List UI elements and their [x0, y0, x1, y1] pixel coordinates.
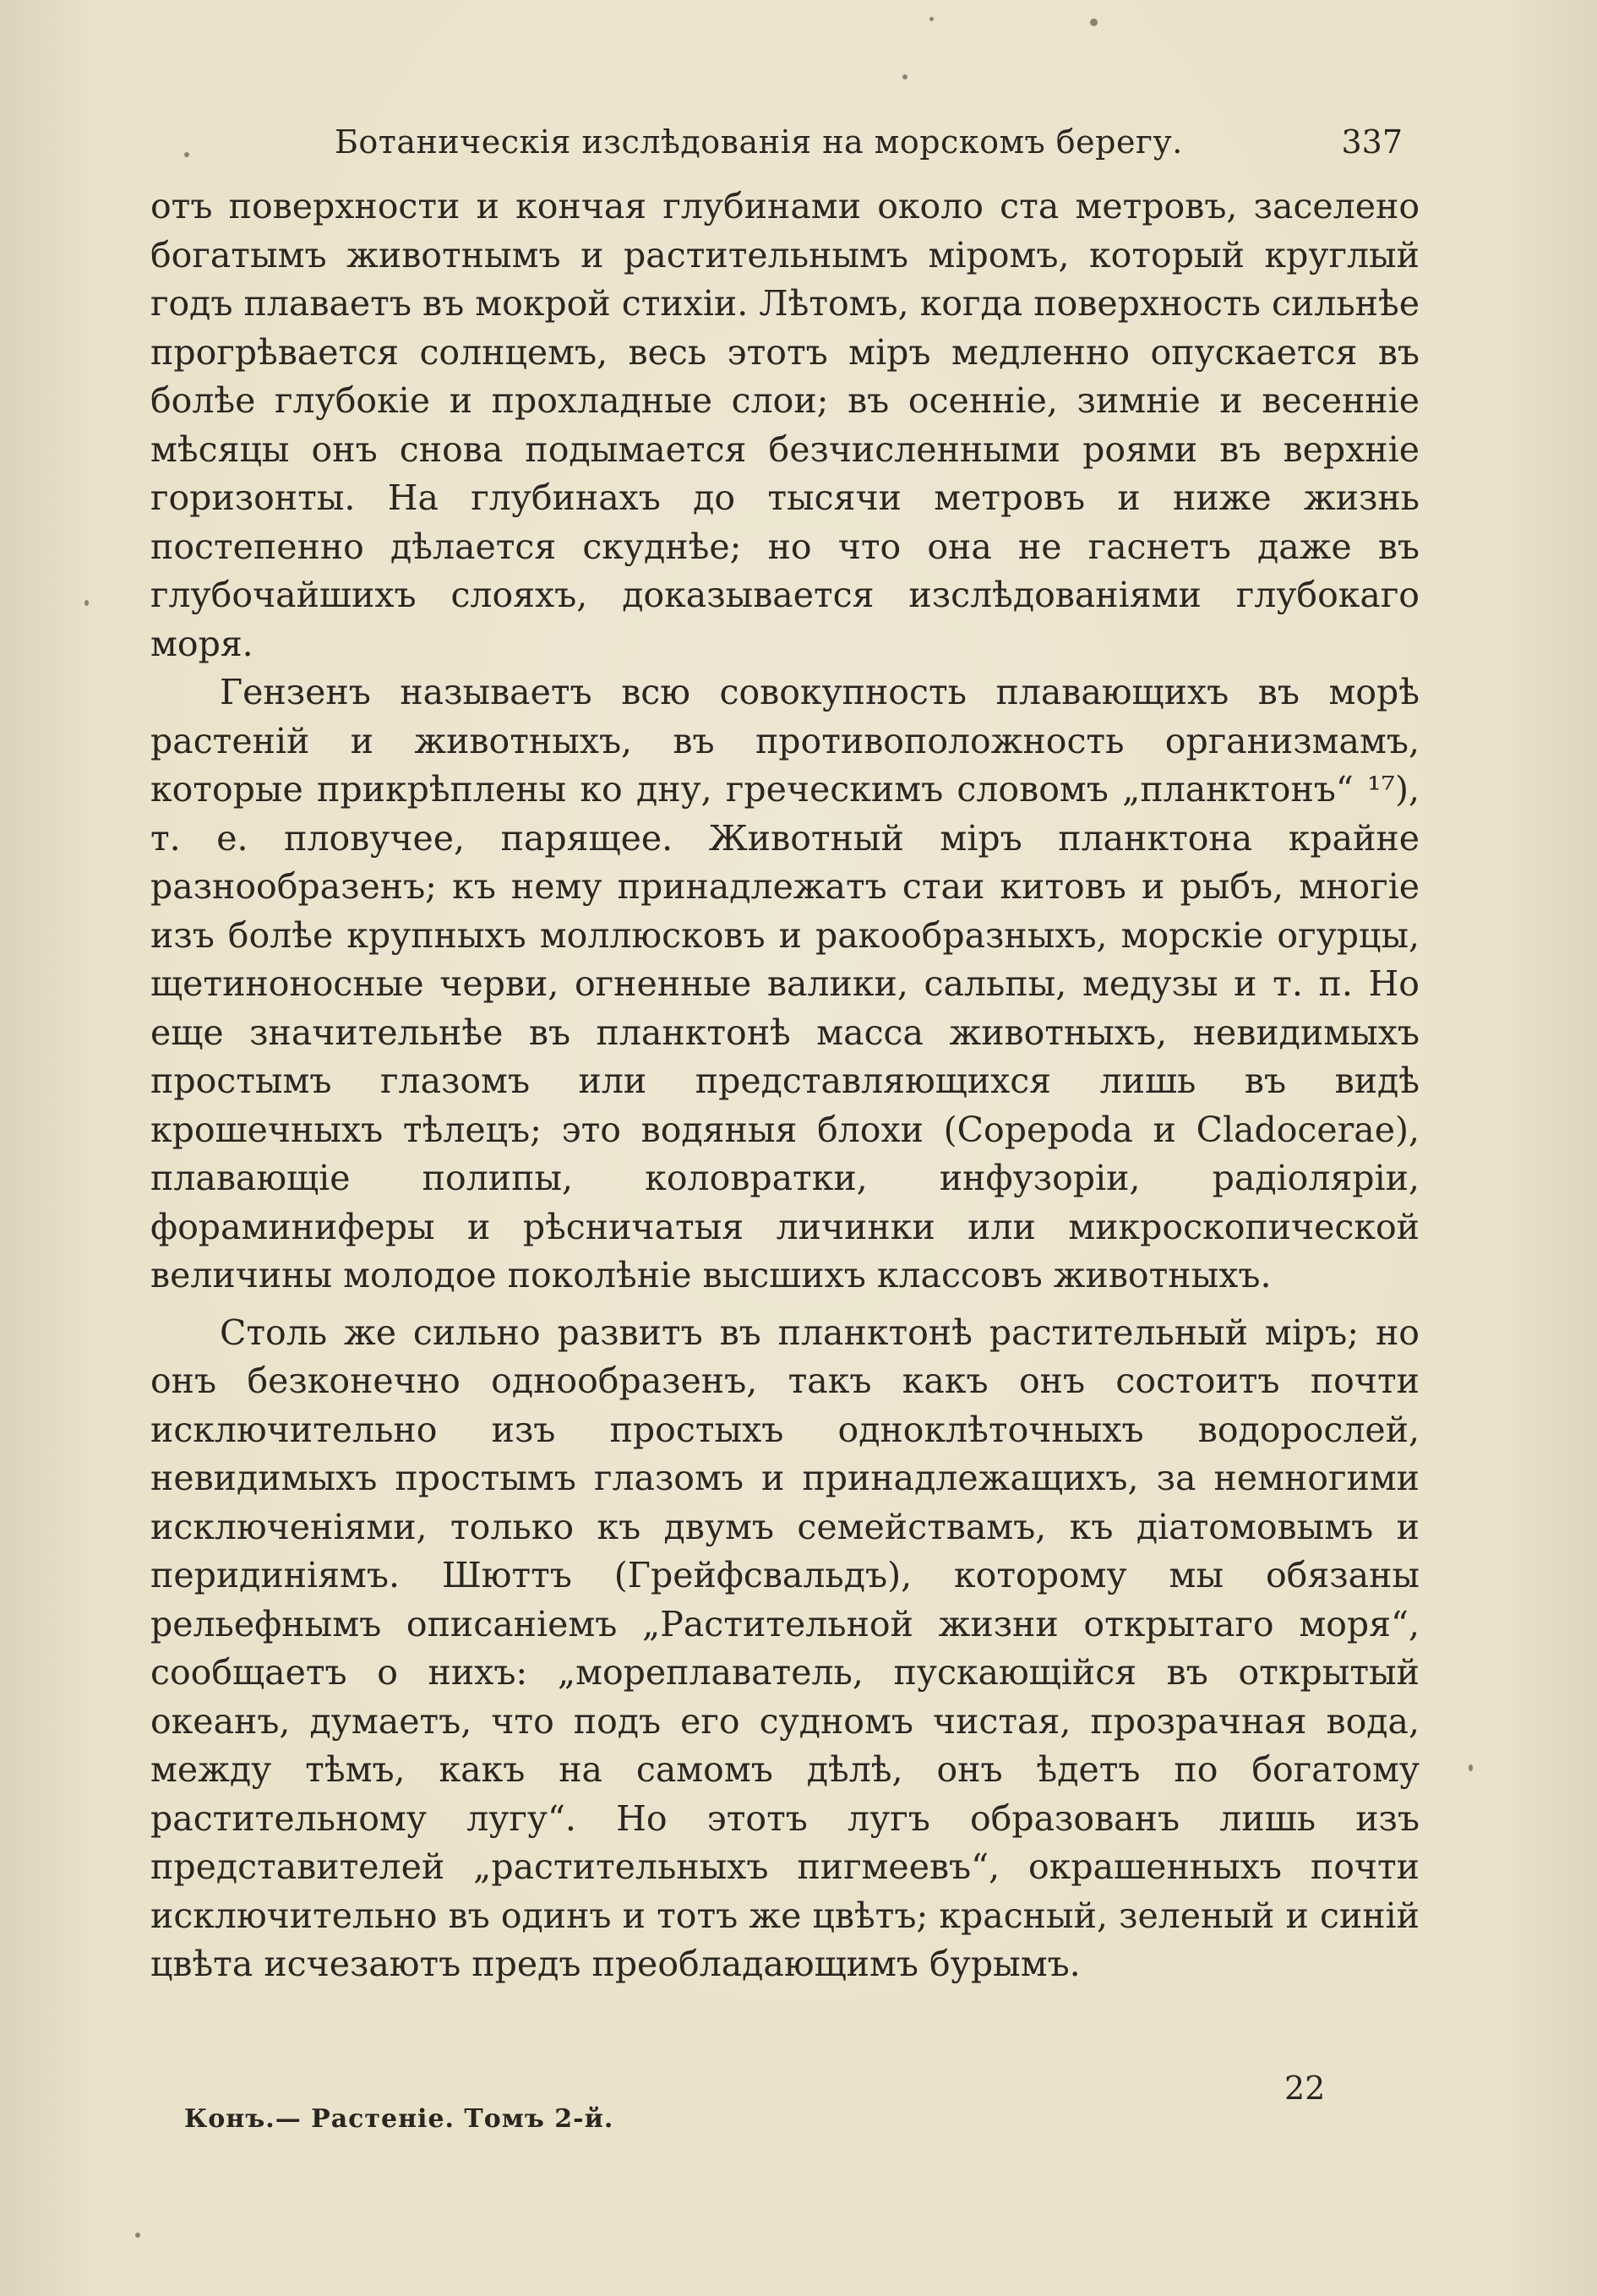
paragraph-plant-world: Столь же сильно развитъ въ планктонѣ растительный міръ; но онъ безконечно однообразенъ, такъ какъ онъ состоитъ почти исключительно изъ простыхъ одноклѣточныхъ водорослей, невидимыхъ простымъ глазомъ и принадлежащихъ, за немногими исключеніями, только къ двумъ семействамъ, къ діатомовымъ и перидиніямъ. Шюттъ (Грейфсвальдъ), которому мы обязаны рельефнымъ описаніемъ „Растительной жизни открытаго моря“, сообщаетъ о нихъ: „мореплаватель, пускающійся въ открытый океанъ, думаетъ, что подъ его судномъ чистая, прозрачная вода, между тѣмъ, какъ на самомъ дѣлѣ, онъ ѣдетъ по богатому растительному лугу“. Но этотъ лугъ образованъ лишь изъ представителей „растительныхъ пигмеевъ“, окрашенныхъ почти исключительно въ одинъ и тотъ же цвѣтъ; красный, зеленый и синій цвѣта исчезаютъ предъ преобладающимъ бурымъ.	[150, 1312, 1420, 1984]
paper-speck	[902, 74, 908, 79]
paragraph-plankton-definition: Гензенъ называетъ всю совокупность плавающихъ въ морѣ растеній и животныхъ, въ противоположность организмамъ, которые прикрѣплены ко дну, греческимъ словомъ „планктонъ“ ¹⁷), т. е. пловучее, парящее. Животный міръ планктона крайне разнообразенъ; къ нему принадлежатъ стаи китовъ и рыбъ, многіе изъ болѣе крупныхъ моллюсковъ и ракообразныхъ, морскіе огурцы, щетиноносные черви, огненные валики, сальпы, медузы и т. п. Но еще значительнѣе въ планктонѣ масса животныхъ, невидимыхъ простымъ глазомъ или представляющихся лишь въ видѣ крошечныхъ тѣлецъ; это водяныя блохи (Copepoda и Cladocerae), плавающіе полипы, коловратки, инфузоріи, радіоляріи, фораминиферы и рѣсничатыя личинки или микроскопической величины молодое поколѣніе высшихъ классовъ животныхъ.	[150, 672, 1420, 1295]
paper-speck	[135, 2233, 140, 2238]
paper-speck	[1090, 19, 1098, 26]
signature-line: Конъ.— Растеніе. Томъ 2-й.	[184, 2104, 614, 2134]
running-head	[150, 117, 1420, 167]
paper-speck	[929, 17, 934, 21]
signature-number: 22	[1284, 2070, 1326, 2107]
running-title: Ботаническія изслѣдованія на морскомъ берегу.	[335, 123, 1183, 161]
paper-speck	[1469, 1764, 1473, 1771]
paper-speck	[184, 152, 189, 157]
page-number: 337	[1341, 123, 1403, 161]
body-text	[150, 183, 1420, 1989]
paper-speck	[84, 600, 89, 606]
paragraph-continuation: отъ поверхности и кончая глубинами около ста метровъ, заселено богатымъ животнымъ и растительнымъ міромъ, который круглый годъ плаваетъ въ мокрой стихіи. Лѣтомъ, когда поверхность сильнѣе прогрѣвается солнцемъ, весь этотъ міръ медленно опускается въ болѣе глубокіе и прохладные слои; въ осенніе, зимніе и весенніе мѣсяцы онъ снова подымается безчисленными роями въ верхніе горизонты. На глубинахъ до тысячи метровъ и ниже жизнь постепенно дѣлается скуднѣе; но что она не гаснетъ даже въ глубочайшихъ слояхъ, доказывается изслѣдованіями глубокаго моря.	[150, 186, 1420, 664]
